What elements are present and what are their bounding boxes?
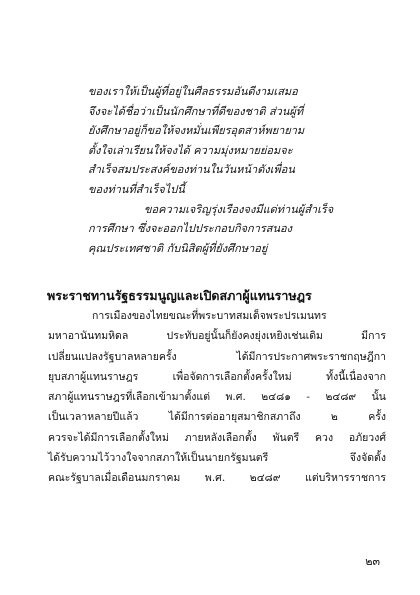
body-line: คณะรัฐบาลเมื่อเดือนมกราคม พ.ศ. ๒๔๘๙ แต่บริหารราชการ <box>48 472 386 485</box>
quote-line: ตั้งใจเล่าเรียนให้จงได้ ความมุ่งหมายย่อมจะ <box>88 143 293 157</box>
section-body <box>48 306 386 489</box>
body-line: สภาผู้แทนราษฎรที่เลือกเข้ามาตั้งแต่ พ.ศ. ๒๔๘๑ - ๒๔๘๙ นั้น <box>48 391 386 404</box>
body-line: เป็นเวลาหลายปีแล้ว ได้มีการต่ออายุสมาชิกสภาถึง ๒ ครั้ง <box>48 411 386 424</box>
page-number: ๒๓ <box>365 555 380 568</box>
quote-line: ยังศึกษาอยู่ก็ขอให้จงหมั่นเพียรอุตสาห์พยายาม <box>88 124 305 138</box>
body-line: ควรจะได้มีการเลือกตั้งใหม่ ภายหลังเลือกตั้ง พันตรี ควง อภัยวงศ์ <box>48 431 386 444</box>
body-line: เปลี่ยนแปลงรัฐบาลหลายครั้ง ได้มีการประกาศพระราชกฤษฎีกา <box>48 350 386 363</box>
body-line: ได้รับความไว้วางใจจากสภาให้เป็นนายกรัฐมนตรี จึงจัดตั้ง <box>48 452 386 465</box>
quote-line: การศึกษา ซึ่งจะออกไปประกอบกิจการสนอง <box>88 222 292 236</box>
quoted-speech <box>88 82 378 258</box>
body-line: มหาอานันทมหิดล ประทับอยู่นั้นก็ยังคงยุ่งเหยิงเช่นเดิม มีการ <box>48 330 386 343</box>
section-heading: พระราชทานรัฐธรรมนูญและเปิดสภาผู้แทนราษฎร <box>47 288 312 303</box>
body-line: การเมืองของไทยขณะที่พระบาทสมเด็จพระปรเมนทร <box>92 310 327 322</box>
quote-line: จึงจะได้ชื่อว่าเป็นนักศึกษาที่ดีของชาติ ส่วนผู้ที่ <box>88 104 304 118</box>
quote-line: ของเราให้เป็นผู้ที่อยู่ในศีลธรรมอันดีงามเสมอ <box>88 85 298 98</box>
body-line: ยุบสภาผู้แทนราษฎร เพื่อจัดการเลือกตั้งครั้งใหม่ ทั้งนี้เนื่องจาก <box>48 370 386 383</box>
quote-line: ของท่านที่สำเร็จไปนี้ <box>88 182 185 196</box>
quote-line: คุณประเทศชาติ กับนิสิตผู้ที่ยังศึกษาอยู่ <box>88 241 268 255</box>
quote-line: สำเร็จสมประสงค์ของท่านในวันหน้าดังเพื่อน <box>88 163 295 177</box>
quote-line: ขอความเจริญรุ่งเรืองจงมีแด่ท่านผู้สำเร็จ <box>144 202 334 216</box>
